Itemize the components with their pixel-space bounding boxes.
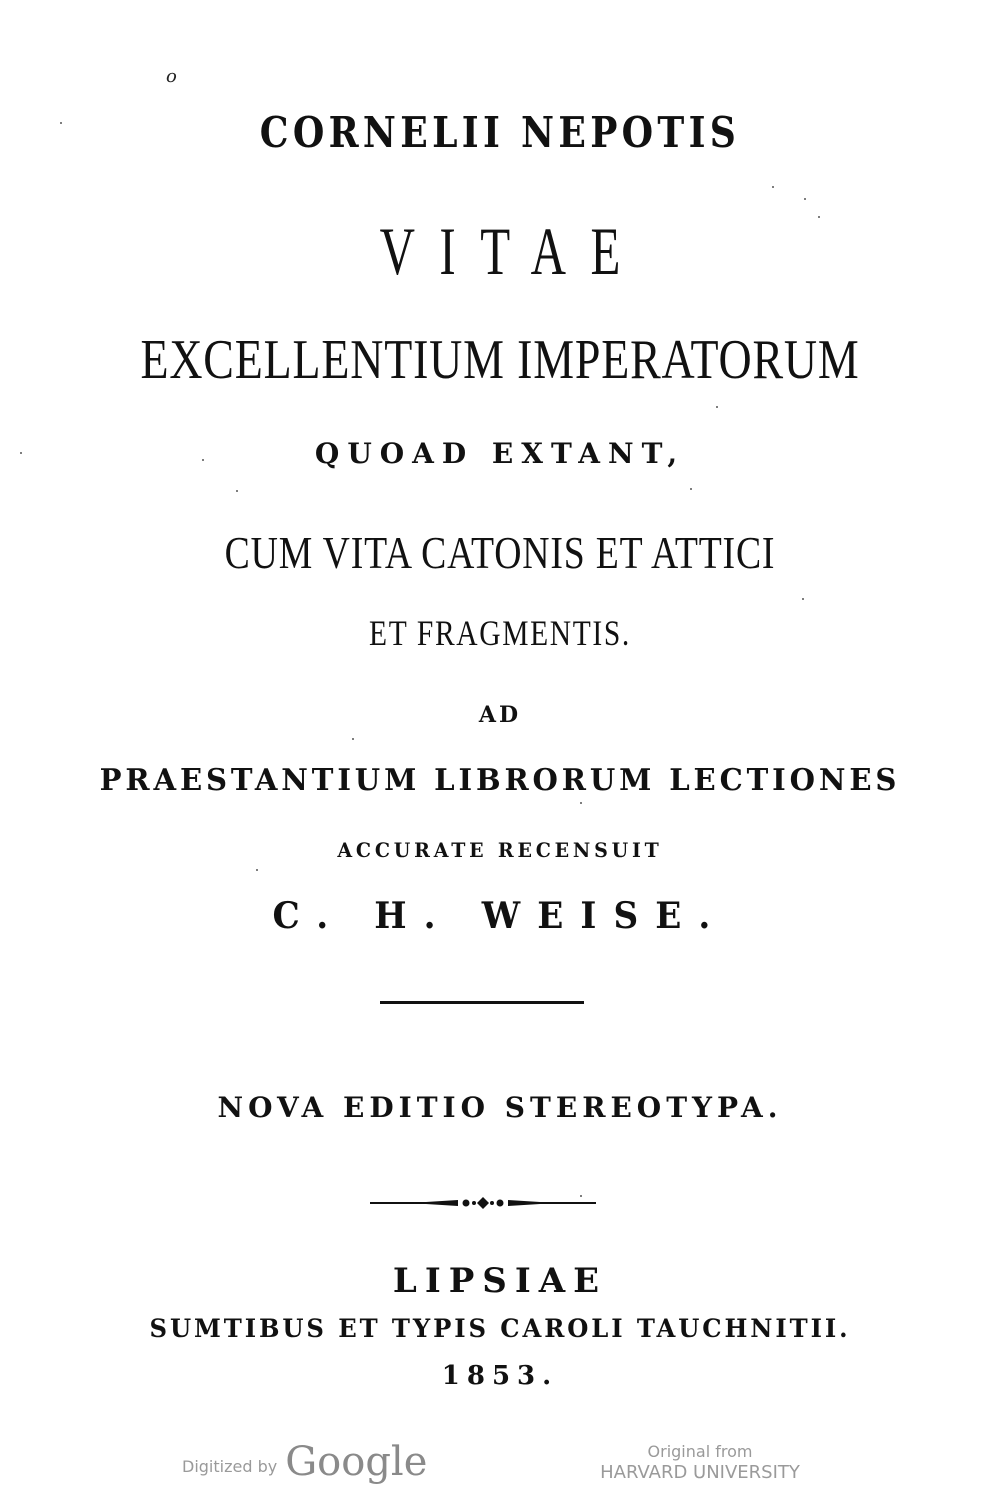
editor-name: C. H. WEISE. [272,895,728,937]
ink-speck [690,488,692,490]
ink-speck [716,406,718,408]
place-line: LIPSIAE [392,1261,608,1301]
praestantium-line: PRAESTANTIUM LIBRORUM LECTIONES [99,763,901,798]
ink-speck [818,216,820,218]
ornamental-rule-icon [370,1196,596,1210]
digitized-by-watermark [182,1440,427,1484]
ink-speck [352,738,354,740]
title-main: VITAE [379,213,645,289]
edition-line: NOVA EDITIO STEREOTYPA. [217,1091,783,1124]
ink-speck [202,459,204,461]
ink-speck [580,802,582,804]
year-line: 1853. [441,1361,559,1391]
original-from-label: Original from [647,1442,753,1461]
quoad-extant-line: QUOAD EXTANT, [314,437,686,470]
cum-vita-line: CUM VITA CATONIS ET ATTICI [224,527,776,578]
ink-speck [236,490,238,492]
ink-speck [804,198,806,200]
ink-speck [580,1195,582,1197]
ink-speck [256,869,258,871]
title-subtitle: EXCELLENTIUM IMPERATORUM [140,329,860,391]
et-fragmentis-line: ET FRAGMENTIS. [369,613,631,653]
original-from-watermark [580,1442,820,1484]
ink-speck [772,186,774,188]
digitized-by-label: Digitized by [182,1457,278,1476]
divider-rule [380,1001,584,1004]
corner-ink-mark: o [166,66,177,87]
ink-speck [20,452,22,454]
accurate-recensuit-line: ACCURATE RECENSUIT [337,838,663,862]
google-logo: Google [285,1439,428,1485]
ad-line: AD [478,702,522,728]
ink-speck [60,122,62,124]
author-line: CORNELII NEPOTIS [259,108,741,157]
ink-speck [802,598,804,600]
library-label: HARVARD UNIVERSITY [600,1462,800,1483]
publisher-line: SUMTIBUS ET TYPIS CAROLI TAUCHNITII. [149,1314,851,1343]
